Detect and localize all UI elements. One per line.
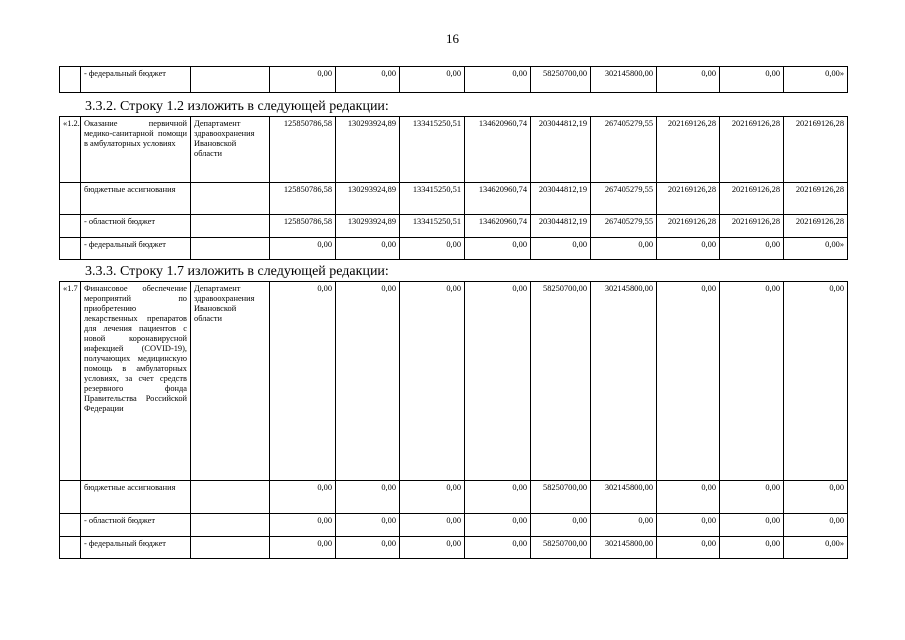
row-name: - областной бюджет xyxy=(81,514,191,537)
value-cell: 125850786,58 xyxy=(270,215,336,238)
value-cell: 203044812,19 xyxy=(531,215,591,238)
value-cell: 0,00 xyxy=(400,67,465,93)
row-org xyxy=(191,183,270,215)
value-cell: 0,00 xyxy=(657,282,720,481)
row-name: - федеральный бюджет xyxy=(81,537,191,559)
value-cell: 267405279,55 xyxy=(591,117,657,183)
value-cell: 0,00 xyxy=(720,537,784,559)
value-cell: 0,00 xyxy=(720,514,784,537)
value-cell: 0,00 xyxy=(270,514,336,537)
table-row xyxy=(60,282,848,481)
value-cell: 202169126,28 xyxy=(657,215,720,238)
value-cell: 202169126,28 xyxy=(657,117,720,183)
value-cell: 0,00» xyxy=(784,537,848,559)
value-cell: 133415250,51 xyxy=(400,117,465,183)
value-cell: 0,00 xyxy=(270,282,336,481)
value-cell: 302145800,00 xyxy=(591,282,657,481)
value-cell: 0,00 xyxy=(270,238,336,260)
value-cell: 0,00 xyxy=(465,481,531,514)
row-name: - федеральный бюджет xyxy=(81,238,191,260)
value-cell: 0,00 xyxy=(657,514,720,537)
row-marker xyxy=(60,67,81,93)
value-cell: 302145800,00 xyxy=(591,481,657,514)
row-marker xyxy=(60,481,81,514)
value-cell: 0,00 xyxy=(270,537,336,559)
value-cell: 133415250,51 xyxy=(400,215,465,238)
row-org xyxy=(191,537,270,559)
table-row-1-7 xyxy=(59,281,848,559)
row-org xyxy=(191,67,270,93)
value-cell: 0,00 xyxy=(657,238,720,260)
value-cell: 133415250,51 xyxy=(400,183,465,215)
table-row xyxy=(60,183,848,215)
value-cell: 0,00 xyxy=(336,514,400,537)
value-cell: 0,00 xyxy=(784,481,848,514)
row-org: Департамент здравоохранения Ивановской области xyxy=(191,117,270,183)
value-cell: 0,00 xyxy=(400,282,465,481)
value-cell: 0,00 xyxy=(591,514,657,537)
value-cell: 134620960,74 xyxy=(465,117,531,183)
value-cell: 0,00 xyxy=(465,514,531,537)
table-row xyxy=(60,514,848,537)
value-cell: 130293924,89 xyxy=(336,215,400,238)
value-cell: 0,00 xyxy=(657,481,720,514)
value-cell: 0,00 xyxy=(531,514,591,537)
value-cell: 202169126,28 xyxy=(720,183,784,215)
table-row xyxy=(60,238,848,260)
value-cell: 203044812,19 xyxy=(531,183,591,215)
row-marker xyxy=(60,537,81,559)
value-cell: 202169126,28 xyxy=(784,183,848,215)
table-row-1-2 xyxy=(59,116,848,260)
table-row xyxy=(60,117,848,183)
value-cell: 134620960,74 xyxy=(465,183,531,215)
page-number: 16 xyxy=(446,31,459,46)
value-cell: 0,00 xyxy=(657,537,720,559)
value-cell: 0,00 xyxy=(784,282,848,481)
value-cell: 0,00 xyxy=(270,67,336,93)
value-cell: 125850786,58 xyxy=(270,117,336,183)
row-marker xyxy=(60,183,81,215)
row-org xyxy=(191,481,270,514)
value-cell: 302145800,00 xyxy=(591,67,657,93)
row-name: Оказание первичной медико-санитарной помощи в амбулаторных условиях xyxy=(81,117,191,183)
row-marker xyxy=(60,215,81,238)
value-cell: 58250700,00 xyxy=(531,282,591,481)
value-cell: 202169126,28 xyxy=(720,117,784,183)
value-cell: 267405279,55 xyxy=(591,183,657,215)
value-cell: 0,00 xyxy=(720,67,784,93)
table-row xyxy=(60,215,848,238)
value-cell: 0,00 xyxy=(336,67,400,93)
row-name: Финансовое обеспечение мероприятий по приобретению лекарственных препаратов для лечения пациентов с новой коронавирусной инфекцией (COVID-19), получающих медицинскую помощь в амбулаторных условиях, за счет средств резервного фонда Правительства Российской Федерации xyxy=(81,282,191,481)
value-cell: 0,00 xyxy=(400,481,465,514)
value-cell: 134620960,74 xyxy=(465,215,531,238)
value-cell: 0,00 xyxy=(336,238,400,260)
value-cell: 202169126,28 xyxy=(720,215,784,238)
value-cell: 0,00 xyxy=(784,514,848,537)
value-cell: 202169126,28 xyxy=(657,183,720,215)
value-cell: 203044812,19 xyxy=(531,117,591,183)
value-cell: 0,00 xyxy=(465,238,531,260)
row-name: бюджетные ассигнования xyxy=(81,183,191,215)
heading-3-3-2: 3.3.2. Строку 1.2 изложить в следующей редакции: xyxy=(85,99,389,114)
row-name: бюджетные ассигнования xyxy=(81,481,191,514)
row-org xyxy=(191,514,270,537)
row-marker xyxy=(60,238,81,260)
value-cell: 202169126,28 xyxy=(784,215,848,238)
row-marker: «1.7 xyxy=(60,282,81,481)
value-cell: 0,00 xyxy=(591,238,657,260)
value-cell: 58250700,00 xyxy=(531,481,591,514)
value-cell: 58250700,00 xyxy=(531,67,591,93)
value-cell: 0,00 xyxy=(270,481,336,514)
value-cell: 0,00 xyxy=(531,238,591,260)
table-top xyxy=(59,66,848,93)
value-cell: 267405279,55 xyxy=(591,215,657,238)
value-cell: 302145800,00 xyxy=(591,537,657,559)
value-cell: 0,00 xyxy=(336,537,400,559)
value-cell: 0,00 xyxy=(720,282,784,481)
row-org xyxy=(191,238,270,260)
row-marker: «1.2. xyxy=(60,117,81,183)
value-cell: 0,00» xyxy=(784,67,848,93)
value-cell: 0,00 xyxy=(720,481,784,514)
value-cell: 0,00 xyxy=(720,238,784,260)
table-row xyxy=(60,481,848,514)
row-org xyxy=(191,215,270,238)
value-cell: 58250700,00 xyxy=(531,537,591,559)
row-name: - федеральный бюджет xyxy=(81,67,191,93)
value-cell: 125850786,58 xyxy=(270,183,336,215)
value-cell: 0,00» xyxy=(784,238,848,260)
value-cell: 130293924,89 xyxy=(336,117,400,183)
value-cell: 0,00 xyxy=(465,537,531,559)
value-cell: 0,00 xyxy=(336,282,400,481)
value-cell: 0,00 xyxy=(336,481,400,514)
table-row xyxy=(60,537,848,559)
value-cell: 0,00 xyxy=(657,67,720,93)
value-cell: 202169126,28 xyxy=(784,117,848,183)
value-cell: 0,00 xyxy=(465,282,531,481)
value-cell: 0,00 xyxy=(400,514,465,537)
row-org: Департамент здравоохранения Ивановской области xyxy=(191,282,270,481)
heading-3-3-3: 3.3.3. Строку 1.7 изложить в следующей редакции: xyxy=(85,264,389,279)
row-marker xyxy=(60,514,81,537)
value-cell: 0,00 xyxy=(400,238,465,260)
row-name: - областной бюджет xyxy=(81,215,191,238)
table-row xyxy=(60,67,848,93)
value-cell: 0,00 xyxy=(400,537,465,559)
value-cell: 130293924,89 xyxy=(336,183,400,215)
value-cell: 0,00 xyxy=(465,67,531,93)
